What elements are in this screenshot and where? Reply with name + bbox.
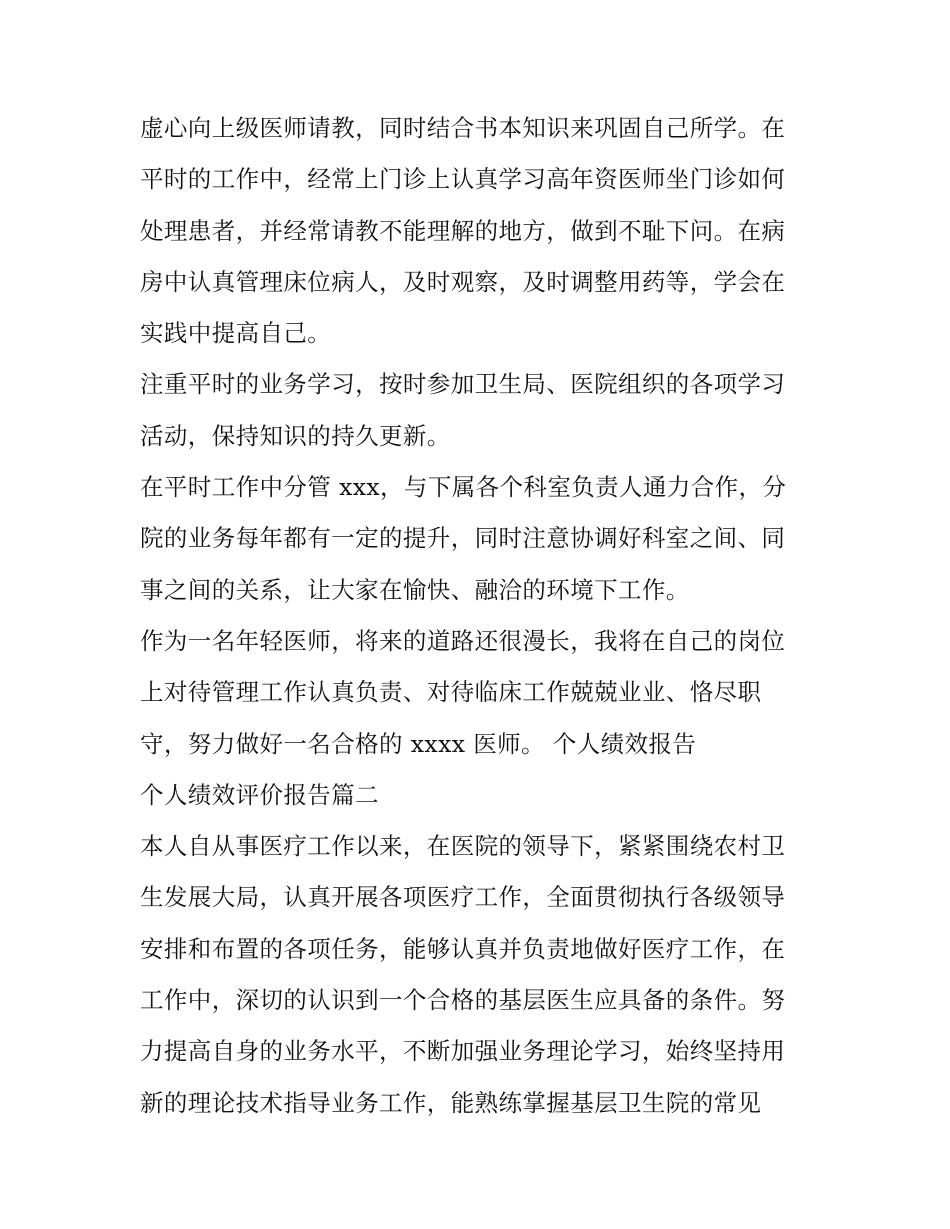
text-line: 工作中，深切的认识到一个合格的基层医生应具备的条件。努 xyxy=(140,986,786,1015)
text-line: 事之间的关系，让大家在愉快、融洽的环境下工作。 xyxy=(140,575,690,604)
text-line: 处理患者，并经常请教不能理解的地方，做到不耻下问。在病 xyxy=(140,216,786,245)
text-line: 生发展大局，认真开展各项医疗工作，全面贯彻执行各级领导 xyxy=(140,883,786,912)
text-line: 力提高自身的业务水平，不断加强业务理论学习，始终坚持用 xyxy=(140,1037,786,1066)
text-line: 房中认真管理床位病人，及时观察，及时调整用药等，学会在 xyxy=(140,267,786,296)
body-text xyxy=(140,103,815,1129)
text-line: 新的理论技术指导业务工作，能熟练掌握基层卫生院的常见 xyxy=(140,1088,762,1117)
text-line: 院的业务每年都有一定的提升，同时注意协调好科室之间、同 xyxy=(140,524,786,553)
text-line: 注重平时的业务学习，按时参加卫生局、医院组织的各项学习 xyxy=(140,370,786,399)
text-line: 本人自从事医疗工作以来，在医院的领导下，紧紧围绕农村卫 xyxy=(140,832,786,861)
section-heading: 个人绩效评价报告篇二 xyxy=(140,780,379,809)
text-line: 安排和布置的各项任务，能够认真并负责地做好医疗工作，在 xyxy=(140,934,786,963)
text-line: 活动，保持知识的持久更新。 xyxy=(140,421,451,450)
text-line: 虚心向上级医师请教，同时结合书本知识来巩固自己所学。在 xyxy=(140,114,786,142)
text-line: 作为一名年轻医师，将来的道路还很漫长，我将在自己的岗位 xyxy=(140,626,786,655)
text-line: 平时的工作中，经常上门诊上认真学习高年资医师坐门诊如何 xyxy=(140,165,786,194)
text-line: 在平时工作中分管 xxx，与下属各个科室负责人通力合作，分 xyxy=(140,473,787,502)
text-line: 守，努力做好一名合格的 xxxx 医师。 个人绩效报告 xyxy=(140,729,697,758)
text-line: 实践中提高自己。 xyxy=(140,319,332,348)
text-line: 上对待管理工作认真负责、对待临床工作兢兢业业、恪尽职 xyxy=(140,678,762,707)
